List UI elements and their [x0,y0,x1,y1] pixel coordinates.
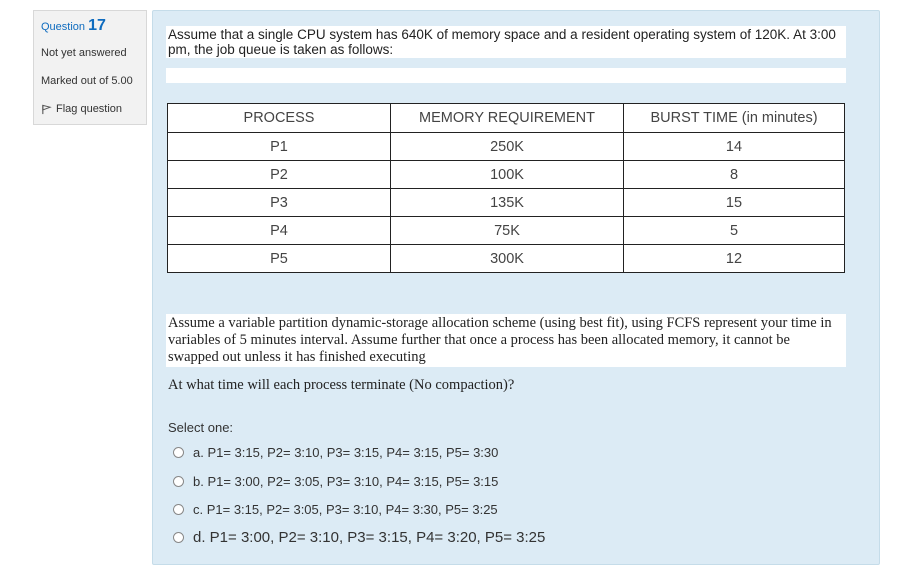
radio-option-c[interactable] [173,504,184,515]
table-row [168,217,845,245]
cell-memory: 100K [391,161,624,189]
radio-option-d[interactable] [173,532,184,543]
cell-burst: 12 [624,245,845,273]
question-text: At what time will each process terminate (No compaction)? [168,377,515,393]
cell-burst: 5 [624,217,845,245]
option-d[interactable] [173,529,545,546]
radio-option-a[interactable] [173,447,184,458]
cell-memory: 250K [391,133,624,161]
radio-option-b[interactable] [173,476,184,487]
cell-process: P4 [168,217,391,245]
option-a-label: a. P1= 3:15, P2= 3:10, P3= 3:15, P4= 3:15, P5= 3:30 [193,445,499,460]
cell-memory: 300K [391,245,624,273]
cell-process: P2 [168,161,391,189]
select-one-label: Select one: [168,420,234,435]
marks-label: Marked out of 5.00 [41,75,133,87]
question-info-panel [33,10,147,125]
option-d-label: d. P1= 3:00, P2= 3:10, P3= 3:15, P4= 3:20, P5= 3:25 [193,529,546,546]
question-number: Question 17 [41,17,106,34]
intro-text: Assume that a single CPU system has 640K of memory space and a resident operating system of 120K. At 3:00 pm, the job queue is taken as follows: [166,26,846,58]
flag-icon [41,104,52,115]
cell-burst: 15 [624,189,845,217]
scheme-paragraph: Assume a variable partition dynamic-storage allocation scheme (using best fit), using FCFS represent your time in variables of 5 minutes interval. Assume further that once a process has been allocated memory, it cannot be swapped out unless it has finished executing [166,314,846,367]
flag-question-link[interactable] [41,103,139,115]
header-memory: MEMORY REQUIREMENT [391,104,624,133]
cell-burst: 8 [624,161,845,189]
option-c[interactable] [173,502,498,517]
option-a[interactable] [173,445,498,460]
cell-process: P5 [168,245,391,273]
cell-process: P3 [168,189,391,217]
option-b-label: b. P1= 3:00, P2= 3:05, P3= 3:10, P4= 3:15, P5= 3:15 [193,474,499,489]
process-table [167,103,845,273]
question-content [152,10,880,565]
cell-memory: 75K [391,217,624,245]
table-row [168,133,845,161]
table-header-row [168,104,845,133]
answer-status: Not yet answered [41,47,127,59]
option-c-label: c. P1= 3:15, P2= 3:05, P3= 3:10, P4= 3:30, P5= 3:25 [193,502,498,517]
header-burst: BURST TIME (in minutes) [624,104,845,133]
table-row [168,245,845,273]
cell-memory: 135K [391,189,624,217]
cell-process: P1 [168,133,391,161]
blank-line [166,68,846,83]
table-row [168,161,845,189]
table-row [168,189,845,217]
flag-question-label: Flag question [56,103,123,115]
cell-burst: 14 [624,133,845,161]
option-b[interactable] [173,474,498,489]
header-process: PROCESS [168,104,391,133]
